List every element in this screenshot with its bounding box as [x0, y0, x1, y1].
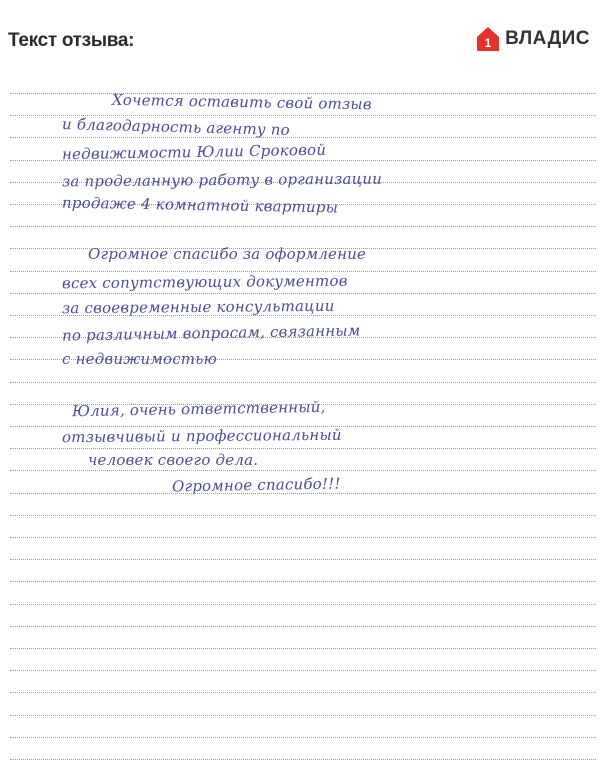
review-line: и благодарность агенту по [61, 115, 291, 139]
review-line: с недвижимостью [62, 350, 217, 368]
logo-text: ВЛАДИС [505, 28, 590, 49]
review-line: Огромное спасибо за оформление [88, 245, 367, 263]
review-line: Хочется оставить свой отзыв [111, 90, 372, 114]
review-line: по различным вопросам, связанным [61, 321, 361, 345]
review-line: всех сопутствующих документов [61, 271, 348, 293]
review-line: продаже 4 комнатной квартиры [61, 193, 339, 217]
page-title: Текст отзыва: [8, 30, 135, 51]
review-line: недвижимости Юлии Сроковой [61, 140, 327, 164]
review-line: за своевременные консультации [61, 296, 335, 318]
review-line: Огромное спасибо!!! [171, 474, 341, 496]
svg-text:1: 1 [484, 36, 492, 50]
review-line: Юлия, очень ответственный, [71, 397, 326, 421]
review-line: за проделанную работу в организации [61, 169, 383, 191]
review-line: отзывчивый и профессиональный [61, 425, 342, 447]
review-line: человек своего дела. [88, 451, 259, 469]
